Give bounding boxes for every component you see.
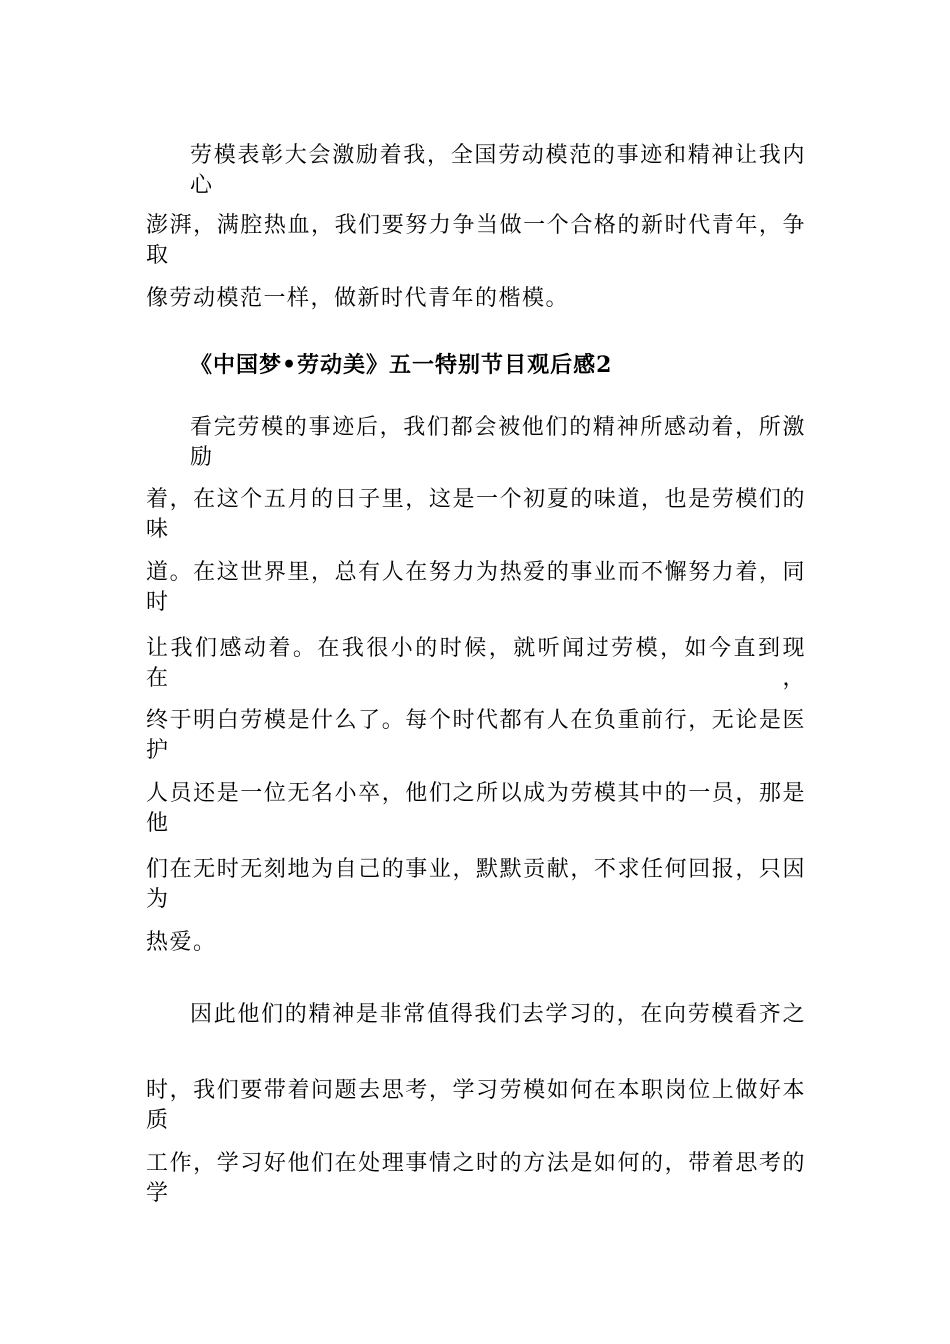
paragraph-2-line-5: 终于明白劳模是什么了。每个时代都有人在负重前行，无论是医护: [146, 708, 806, 763]
paragraph-1-line-2: 澎湃，满腔热血，我们要努力争当做一个合格的新时代青年，争取: [146, 213, 806, 268]
paragraph-2-line-3: 道。在这世界里，总有人在努力为热爱的事业而不懈努力着，同时: [146, 560, 806, 615]
paragraph-2-line-4: 让我们感动着。在我很小的时候，就听闻过劳模，如今直到现在，: [146, 636, 806, 691]
paragraph-3-line-2: 时，我们要带着问题去思考，学习劳模如何在本职岗位上做好本质: [146, 1078, 806, 1133]
paragraph-2-line-8: 热爱。: [146, 930, 217, 955]
paragraph-2-line-1: 看完劳模的事迹后，我们都会被他们的精神所感动着，所激励: [190, 415, 806, 470]
paragraph-2-line-2: 着，在这个五月的日子里，这是一个初夏的味道，也是劳模们的味: [146, 487, 806, 542]
paragraph-2-line-6: 人员还是一位无名小卒，他们之所以成为劳模其中的一员，那是他: [146, 781, 806, 836]
paragraph-2-line-7: 们在无时无刻地为自己的事业，默默贡献，不求任何回报，只因为: [146, 857, 806, 912]
paragraph-3-line-3: 工作，学习好他们在处理事情之时的方法是如何的，带着思考的学: [146, 1151, 806, 1206]
paragraph-3-line-1: 因此他们的精神是非常值得我们去学习的，在向劳模看齐之: [190, 1002, 806, 1027]
section-heading: 《中国梦•劳动美》五一特别节目观后感2: [190, 352, 613, 378]
paragraph-1-line-1: 劳模表彰大会激励着我，全国劳动模范的事迹和精神让我内心: [190, 143, 806, 198]
paragraph-1-line-3: 像劳动模范一样，做新时代青年的楷模。: [146, 286, 570, 311]
